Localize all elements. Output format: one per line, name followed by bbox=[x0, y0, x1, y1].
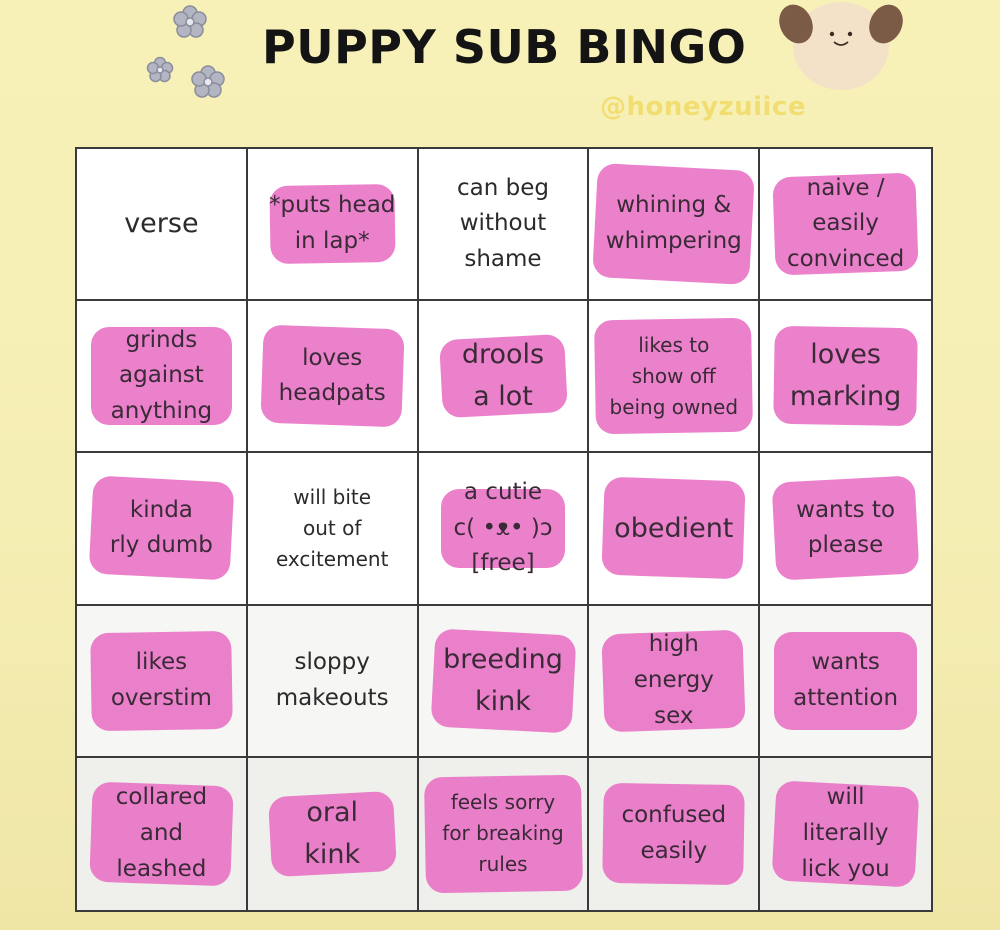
bingo-cell-label: kinda rly dumb bbox=[109, 496, 213, 559]
bingo-cell-label: will bite out of excitement bbox=[275, 484, 389, 571]
bingo-cell[interactable] bbox=[760, 149, 931, 301]
bingo-cell[interactable] bbox=[248, 453, 419, 605]
bingo-cell-label: loves marking bbox=[789, 339, 902, 413]
bingo-cell-label: will literally lick you bbox=[801, 784, 890, 882]
bingo-cell[interactable] bbox=[419, 149, 590, 301]
bingo-cell[interactable] bbox=[419, 301, 590, 453]
bingo-cell-label: high energy sex bbox=[633, 631, 714, 729]
bingo-cell[interactable] bbox=[589, 606, 760, 758]
bingo-board bbox=[75, 147, 933, 912]
bingo-cell-label: feels sorry for breaking rules bbox=[442, 790, 564, 877]
bingo-cell-label: breeding kink bbox=[443, 643, 563, 717]
bingo-cell[interactable] bbox=[760, 301, 931, 453]
bingo-cell-label: obedient bbox=[614, 512, 734, 544]
bingo-cell-label: likes to show off being owned bbox=[609, 332, 739, 419]
bingo-cell-label: loves headpats bbox=[278, 344, 386, 407]
puppy-icon bbox=[776, 0, 906, 92]
bingo-cell[interactable] bbox=[248, 301, 419, 453]
bingo-cell[interactable] bbox=[589, 453, 760, 605]
bingo-cell[interactable] bbox=[77, 149, 248, 301]
bingo-cell[interactable] bbox=[77, 453, 248, 605]
bingo-cell[interactable] bbox=[589, 149, 760, 301]
bingo-cell-label: a cutie c( •ᴥ• )ɔ [free] bbox=[453, 479, 553, 577]
bingo-cell-label: wants to please bbox=[796, 496, 896, 559]
bingo-cell-label: likes overstim bbox=[110, 649, 212, 711]
bingo-cell[interactable] bbox=[760, 606, 931, 758]
bingo-cell[interactable] bbox=[77, 301, 248, 453]
bingo-cell[interactable] bbox=[760, 758, 931, 910]
bingo-cell[interactable] bbox=[589, 301, 760, 453]
bingo-cell[interactable] bbox=[760, 453, 931, 605]
bingo-cell[interactable] bbox=[77, 606, 248, 758]
bingo-cell-label: drools a lot bbox=[461, 339, 545, 413]
bingo-cell[interactable] bbox=[77, 758, 248, 910]
bingo-cell-label: *puts head in lap* bbox=[268, 192, 396, 255]
bingo-cell-label: can beg without shame bbox=[457, 174, 549, 272]
page-title: PUPPY SUB BINGO bbox=[262, 20, 747, 74]
bingo-cell[interactable] bbox=[589, 758, 760, 910]
bingo-cell-label: collared and leashed bbox=[115, 784, 208, 882]
bingo-cell-label: wants attention bbox=[793, 649, 899, 711]
bingo-cell-label: naive / easily convinced bbox=[786, 174, 905, 272]
bingo-cell[interactable] bbox=[419, 606, 590, 758]
flower-icon bbox=[140, 0, 250, 110]
bingo-cell-label: verse bbox=[124, 208, 199, 240]
bingo-cell-label: sloppy makeouts bbox=[275, 649, 389, 711]
bingo-cell[interactable] bbox=[248, 758, 419, 910]
bingo-cell-label: oral kink bbox=[304, 797, 361, 870]
bingo-cell-label: grinds against anything bbox=[110, 326, 213, 425]
bingo-cell[interactable] bbox=[248, 606, 419, 758]
bingo-cell[interactable] bbox=[419, 453, 590, 605]
bingo-cell-label: confused easily bbox=[621, 802, 727, 864]
creator-handle: @honeyzuiice bbox=[600, 92, 806, 122]
bingo-cell-label: whining & whimpering bbox=[605, 192, 742, 255]
bingo-cell[interactable] bbox=[419, 758, 590, 910]
bingo-cell[interactable] bbox=[248, 149, 419, 301]
